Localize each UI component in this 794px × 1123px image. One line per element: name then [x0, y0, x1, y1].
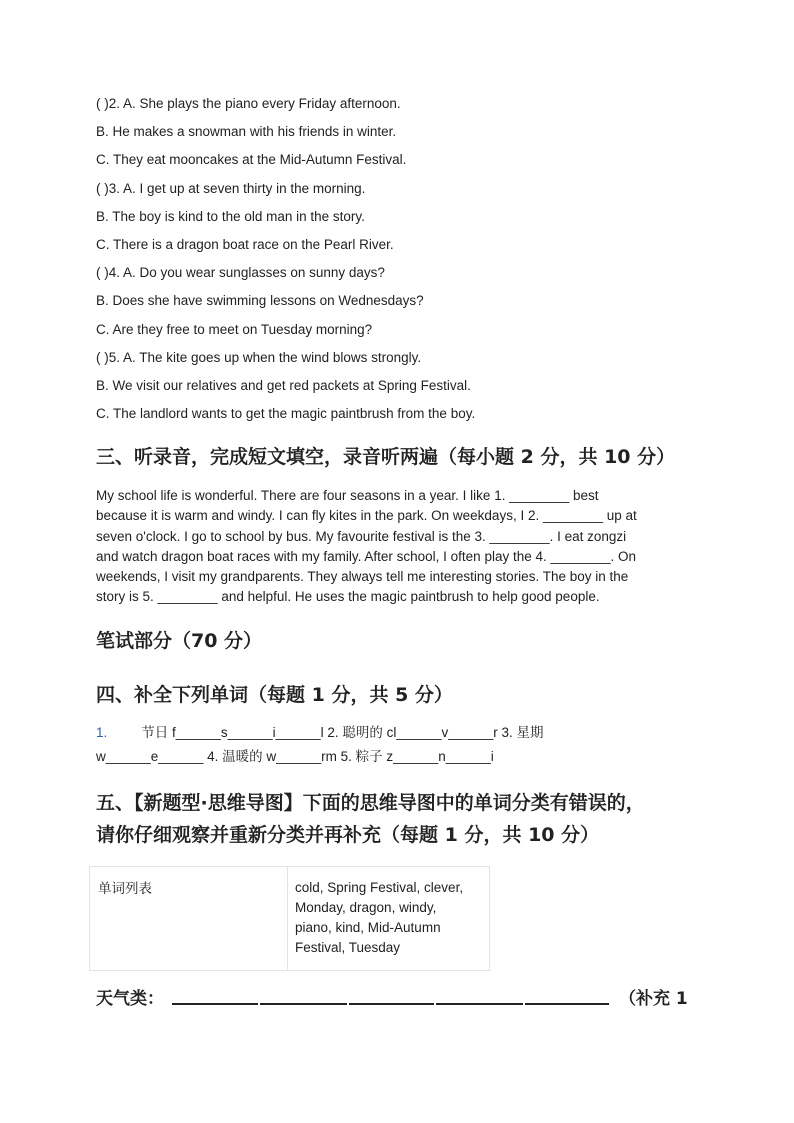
option-line: ( )4. A. Do you wear sunglasses on sunny days? [96, 265, 385, 280]
option-line: ( )3. A. I get up at seven thirty in the morning. [96, 181, 366, 196]
word-list-label: 单词列表 [90, 867, 288, 970]
word-list-line: piano, kind, Mid-Autumn [295, 920, 441, 935]
section-heading: 五、【新题型·思维导图】下面的思维导图中的单词分类有错误的， [96, 792, 645, 814]
word-fill-text: w______e______ 4. 温暖的 w______rm 5. 粽子 z______n______i [96, 749, 494, 764]
option-line: ( )5. A. The kite goes up when the wind blows strongly. [96, 350, 422, 365]
weather-category-label: 天气类： [96, 989, 164, 1009]
word-list-line: Monday, dragon, windy, [295, 900, 437, 915]
word-fill-line [96, 724, 544, 742]
section-heading: 请你仔细观察并重新分类并再补充（每题 1 分，共 10 分） [96, 824, 600, 846]
paragraph-line: weekends, I visit my grandparents. They always tell me interesting stories. The boy in the [96, 569, 629, 585]
word-list-cell [288, 867, 489, 970]
option-line: B. He makes a snowman with his friends in winter. [96, 124, 397, 139]
paragraph-line: My school life is wonderful. There are four seasons in a year. I like 1. ________ best [96, 488, 599, 503]
option-line: B. Does she have swimming lessons on Wednesdays? [96, 293, 424, 308]
paragraph-line: story is 5. ________ and helpful. He uses the magic paintbrush to help good people. [96, 589, 600, 605]
section-heading: 三、听录音，完成短文填空，录音听两遍（每小题 2 分，共 10 分） [96, 446, 676, 468]
section-heading: 四、补全下列单词（每题 1 分，共 5 分） [96, 684, 453, 706]
word-list-line: cold, Spring Festival, clever, [295, 880, 464, 895]
word-list-table [89, 866, 490, 971]
written-part-heading: 笔试部分（70 分） [96, 630, 263, 652]
supplement-note: （补充 1 [619, 989, 688, 1009]
answer-blank-line[interactable] [172, 1003, 609, 1005]
option-line: C. The landlord wants to get the magic paintbrush from the boy. [96, 406, 476, 421]
paragraph-line: seven o'clock. I go to school by bus. My favourite festival is the 3. ________. I eat zongzi [96, 528, 627, 544]
option-line: C. Are they free to meet on Tuesday morning? [96, 322, 373, 337]
option-line: B. The boy is kind to the old man in the story. [96, 209, 365, 224]
paragraph-line: because it is warm and windy. I can fly kites in the park. On weekdays, I 2. ________ up at [96, 508, 637, 524]
option-line: C. There is a dragon boat race on the Pearl River. [96, 237, 394, 252]
option-line: B. We visit our relatives and get red packets at Spring Festival. [96, 378, 471, 393]
word-fill-text: 节日 f______s______i______l 2. 聪明的 cl______v______r 3. 星期 [141, 725, 544, 740]
option-line: C. They eat mooncakes at the Mid-Autumn Festival. [96, 152, 407, 167]
paragraph-line: and watch dragon boat races with my family. After school, I often play the 4. ________. On [96, 548, 637, 564]
word-list-line: Festival, Tuesday [295, 940, 401, 955]
option-line: ( )2. A. She plays the piano every Friday afternoon. [96, 96, 401, 111]
cloze-paragraph [96, 486, 688, 608]
list-number: 1. [96, 725, 108, 740]
